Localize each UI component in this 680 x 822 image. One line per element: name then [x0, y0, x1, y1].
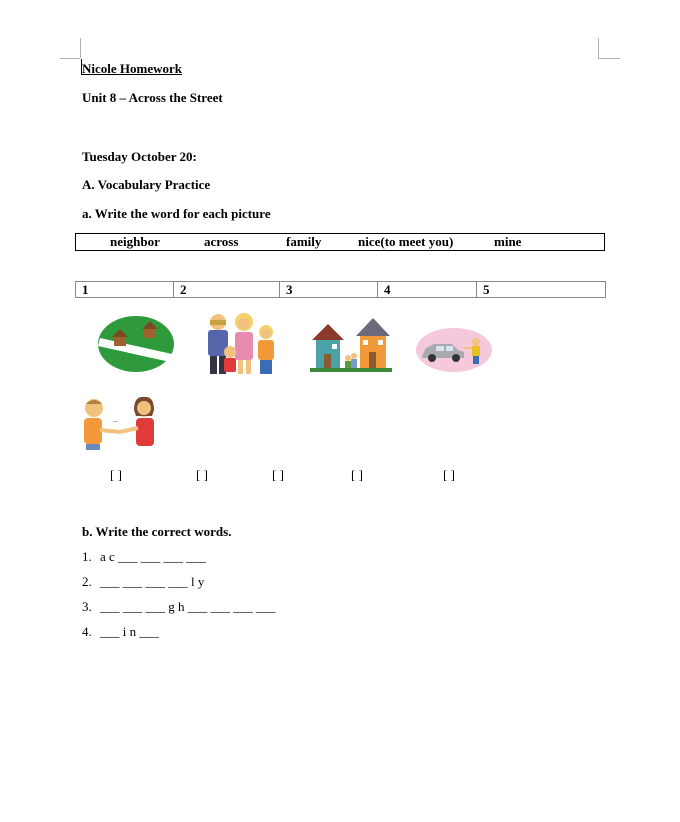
number-cell: 1: [76, 282, 174, 297]
number-cell: 3: [280, 282, 378, 297]
date-heading[interactable]: Tuesday October 20:: [82, 149, 197, 164]
spelling-item[interactable]: [82, 574, 204, 590]
item-pattern: ___ i n ___: [100, 624, 159, 639]
number-cell: 4: [378, 282, 477, 297]
across-street-icon[interactable]: [96, 310, 176, 376]
section-a-heading[interactable]: A. Vocabulary Practice: [82, 177, 211, 192]
answer-slot[interactable]: [ ]: [351, 467, 363, 482]
spelling-item[interactable]: [82, 599, 276, 615]
item-number: 4.: [82, 624, 92, 639]
document-title[interactable]: Nicole Homework: [82, 61, 183, 76]
family-icon[interactable]: [202, 310, 282, 376]
spelling-item[interactable]: [82, 624, 159, 640]
neighbor-houses-icon[interactable]: [310, 316, 392, 376]
answer-slot[interactable]: [ ]: [272, 467, 284, 482]
unit-heading[interactable]: Unit 8 – Across the Street: [82, 90, 223, 105]
crop-mark-top-left-h: [60, 58, 80, 59]
number-cell: 5: [483, 282, 490, 297]
answer-slot[interactable]: [ ]: [443, 467, 455, 482]
section-b-heading[interactable]: b. Write the correct words.: [82, 524, 232, 539]
handshake-icon[interactable]: [80, 394, 162, 456]
mine-car-icon[interactable]: [414, 326, 494, 374]
crop-mark-top-left: [80, 38, 81, 58]
item-pattern: a c ___ ___ ___ ___: [100, 549, 206, 564]
number-cell: 2: [174, 282, 280, 297]
word-bank-item: neighbor: [110, 234, 160, 249]
section-a-instruction[interactable]: a. Write the word for each picture: [82, 206, 271, 221]
item-number: 3.: [82, 599, 92, 614]
answer-slot[interactable]: [ ]: [110, 467, 122, 482]
word-bank-item: nice(to meet you): [358, 234, 454, 249]
item-pattern: ___ ___ ___ ___ l y: [100, 574, 205, 589]
answer-slot[interactable]: [ ]: [196, 467, 208, 482]
crop-mark-top-right: [598, 38, 599, 58]
item-number: 2.: [82, 574, 92, 589]
item-number: 1.: [82, 549, 92, 564]
word-bank-item: mine: [494, 234, 522, 249]
spelling-item[interactable]: [82, 549, 206, 565]
picture-number-table[interactable]: [75, 281, 606, 298]
crop-mark-top-right-h: [598, 58, 620, 59]
word-bank-item: family: [286, 234, 322, 249]
item-pattern: ___ ___ ___ g h ___ ___ ___ ___: [100, 599, 276, 614]
word-bank-box[interactable]: [75, 233, 605, 251]
word-bank-item: across: [204, 234, 239, 249]
svg-text:~: ~: [112, 417, 119, 426]
